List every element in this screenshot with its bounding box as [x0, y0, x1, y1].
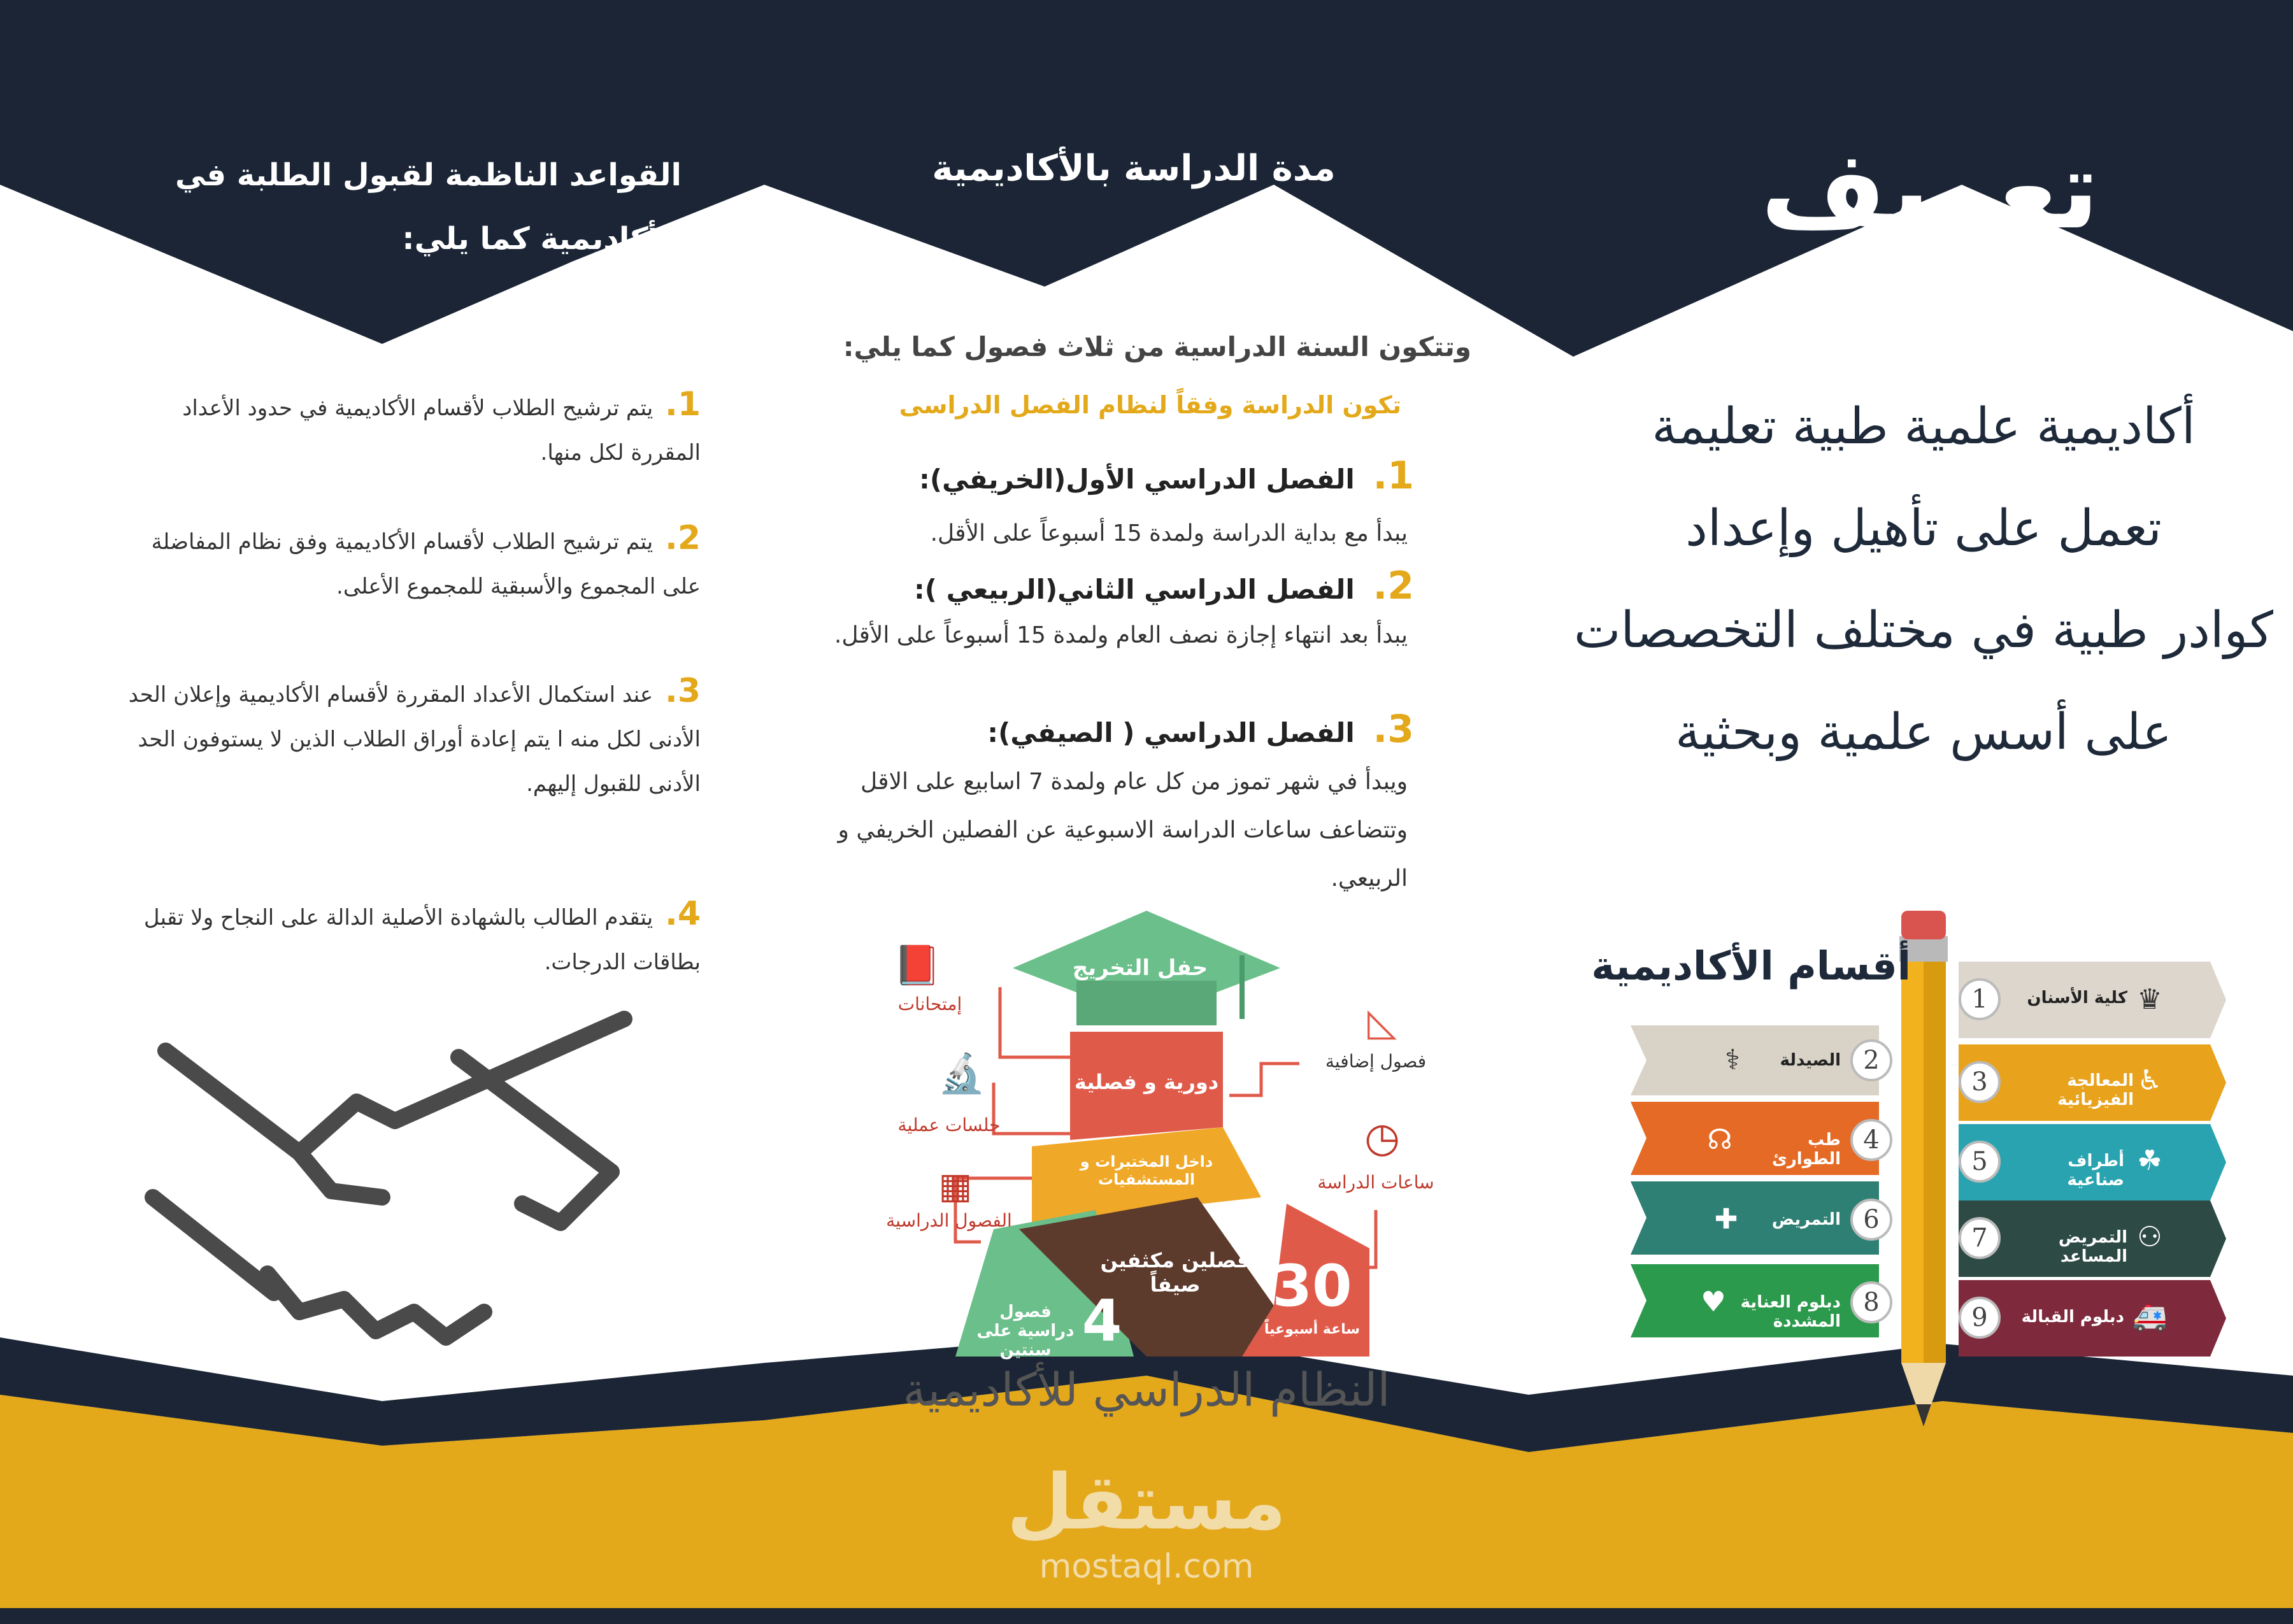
rule-number: 3.	[665, 672, 701, 710]
rule-text: يتم ترشيح الطلاب لأقسام الأكاديمية وفق نظام المفاضلة على المجموع والأسبقية للمجموع الأعلى.	[151, 529, 701, 599]
term-heading	[809, 564, 1414, 608]
department-number: 8	[1850, 1281, 1892, 1323]
department-label: دبلوم القبالة	[2021, 1307, 2124, 1327]
department-number: 7	[1959, 1217, 2001, 1259]
department-label: كلية الأسنان	[2027, 988, 2127, 1008]
inside-labs-label: داخل المختبرات و المستشفيات	[1080, 1153, 1213, 1188]
study-subtitle: تكون الدراسة وفقاً لنظام الفصل الدراسى	[899, 391, 1401, 419]
department-label: طب الطوارئ	[1771, 1130, 1841, 1169]
ruler-triangle-icon: ◺	[1367, 1000, 1397, 1044]
calendar-icon: ▦	[938, 1165, 973, 1207]
microscope-icon: 🔬	[938, 1051, 986, 1096]
rule-text: عند استكمال الأعداد المقررة لأقسام الأكاديمية وإعلان الحد الأدنى لكل منه ا يتم إعادة أوراق الطلاب الذين لا يستوفون الحد الأدنى للقبول إليهم.	[128, 682, 701, 797]
study-system-title: النظام الدراسي للأكاديمية	[903, 1363, 1390, 1416]
department-label: أطراف صناعية	[2067, 1151, 2124, 1190]
rule-text: يتقدم الطالب بالشهادة الأصلية الدالة على النجاح ولا تقبل بطاقات الدرجات.	[143, 905, 701, 975]
study-hours-label: ساعات الدراسة	[1317, 1172, 1434, 1193]
department-number: 1	[1959, 978, 2001, 1020]
description-line: أكاديمية علمية طبية تعليمة	[1652, 398, 2196, 455]
watermark-arabic: مستقل	[1006, 1458, 1287, 1547]
department-number: 6	[1850, 1199, 1892, 1241]
department-number: 9	[1959, 1297, 2001, 1339]
hours-label: ساعة أسبوعياً	[1264, 1321, 1361, 1337]
term-body: ويبدأ في شهر تموز من كل عام ولمدة 7 اسابيع على الاقل وتتضاعف ساعات الدراسة الاسبوعية عن الفصلين الخريفي و الربيعي.	[838, 769, 1408, 892]
term-body: يبدأ بعد انتهاء إجازة نصف العام ولمدة 15 أسبوعاً على الأقل.	[834, 622, 1408, 648]
heartbeat-icon: ♥	[1701, 1286, 1726, 1318]
ambulance-icon: 🚑	[2132, 1300, 2168, 1333]
department-number: 2	[1850, 1039, 1892, 1081]
definition-title: تعريف	[1761, 127, 2099, 253]
rule-number: 4.	[665, 895, 701, 933]
term-heading-text: الفصل الدراسي الثاني(الربيعي ):	[913, 574, 1355, 605]
terms-number: 4	[1082, 1288, 1122, 1355]
description-line: تعمل على تأهيل وإعداد	[1685, 500, 2162, 557]
term-heading-text: الفصل الدراسي ( الصيفي):	[987, 717, 1355, 748]
footprint-icon: ☘	[2137, 1144, 2162, 1177]
admission-rules-title: القواعد الناظمة لقبول الطلبة في الأكاديمية كما يلي:	[175, 157, 682, 257]
therapy-icon: ♿	[2137, 1064, 2162, 1097]
department-label: دبلوم العناية المشددة	[1740, 1293, 1841, 1331]
handshake-icon	[153, 1019, 624, 1337]
department-number: 5	[1959, 1141, 2001, 1183]
rule-item	[127, 382, 701, 475]
people-icon: ⚇	[2137, 1221, 2162, 1253]
department-number: 4	[1850, 1119, 1892, 1161]
term-number: 2.	[1373, 564, 1414, 608]
department-label: الصيدلة	[1780, 1051, 1841, 1070]
term-heading-text: الفصل الدراسي الأول(الخريفي):	[919, 464, 1355, 495]
definition-description	[1573, 376, 2274, 783]
bottom-strip	[0, 1608, 2293, 1624]
description-line: كوادر طبية في مختلف التخصصات	[1574, 602, 2273, 659]
department-number: 3	[1959, 1061, 2001, 1103]
terms-label: فصول دراسية على سنتين	[976, 1302, 1075, 1360]
rule-number: 1.	[665, 385, 701, 424]
study-duration-title: مدة الدراسة بالأكاديمية	[932, 148, 1336, 189]
term-number: 3.	[1373, 707, 1414, 751]
description-line: على أسس علمية وبحثية	[1675, 704, 2172, 761]
departments-title: أقسام الأكاديمية	[1591, 943, 1911, 989]
summer-terms-label: فصلين مكثفين صيفاً	[1100, 1248, 1250, 1297]
rule-item	[127, 669, 701, 806]
study-intro: وتتكون السنة الدراسية من ثلاث فصول كما يلي:	[843, 331, 1471, 362]
term-heading	[809, 453, 1414, 498]
rule-text: يتم ترشيح الطلاب لأقسام الأكاديمية في حدود الأعداد المقررة لكل منها.	[182, 395, 701, 466]
clock-icon: ◷	[1364, 1115, 1400, 1162]
term-heading	[809, 707, 1414, 751]
department-label: المعالجة الفيزيائية	[2057, 1071, 2134, 1109]
periodic-label: دورية و فصلية	[1074, 1070, 1219, 1094]
department-label: التمريض المساعد	[2058, 1228, 2127, 1266]
extra-terms-label: فصول إضافية	[1325, 1051, 1427, 1072]
hours-number: 30	[1272, 1253, 1352, 1320]
watermark-latin: mostaql.com	[1039, 1548, 1254, 1586]
bandage-icon: ✚	[1714, 1203, 1738, 1236]
stethoscope-icon: ☊	[1707, 1123, 1732, 1156]
tooth-icon: ♛	[2137, 983, 2162, 1016]
term-number: 1.	[1373, 453, 1414, 498]
department-label: التمريض	[1771, 1210, 1841, 1229]
graduation-label: حفل التخريج	[1072, 955, 1208, 981]
exams-label: إمتحانات	[897, 994, 962, 1015]
caduceus-icon: ⚕	[1725, 1044, 1740, 1076]
rule-item	[127, 892, 701, 985]
term-body: يبدأ مع بداية الدراسة ولمدة 15 أسبوعاً على الأقل.	[930, 520, 1408, 546]
rule-item	[127, 516, 701, 609]
labs-label: جلسات عملية	[897, 1115, 1001, 1136]
exam-book-icon: 📕	[893, 943, 941, 988]
semesters-label: الفصول الدراسية	[886, 1210, 1012, 1231]
rule-number: 2.	[665, 519, 701, 557]
